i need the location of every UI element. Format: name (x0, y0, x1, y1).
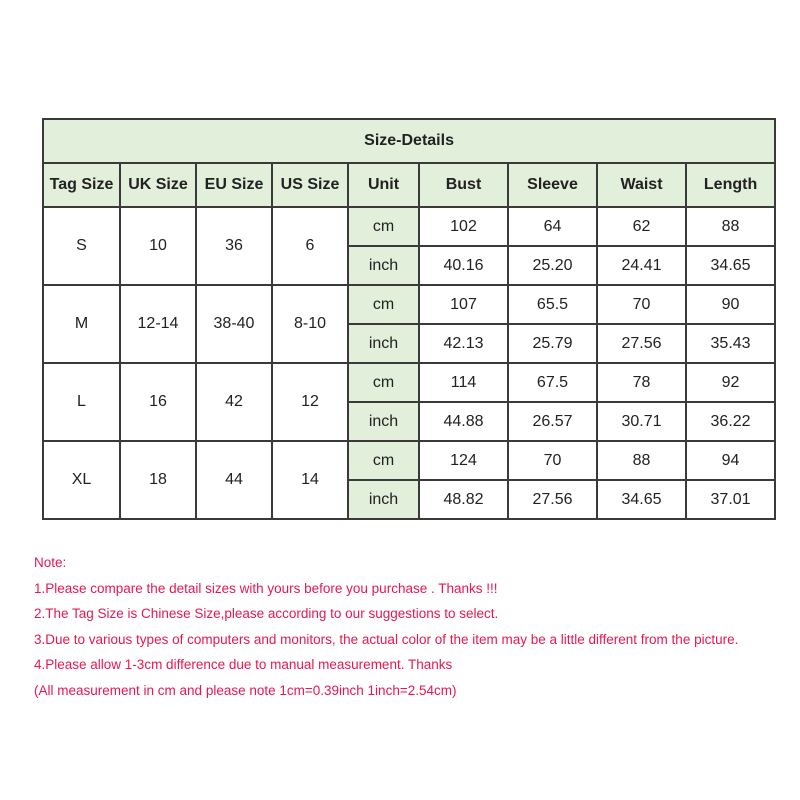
tag-size-cell: L (43, 363, 120, 441)
header-waist: Waist (597, 163, 686, 207)
uk-size-cell: 10 (120, 207, 196, 285)
note-line: 3.Due to various types of computers and monitors, the actual color of the item may be a little different from the picture. (34, 631, 739, 647)
bust-inch-cell: 40.16 (419, 246, 508, 285)
length-cm-cell: 90 (686, 285, 775, 324)
sleeve-cm-cell: 64 (508, 207, 597, 246)
header-uk-size: UK Size (120, 163, 196, 207)
sleeve-inch-cell: 26.57 (508, 402, 597, 441)
unit-inch-cell: inch (348, 402, 419, 441)
waist-cm-cell: 78 (597, 363, 686, 402)
uk-size-cell: 12-14 (120, 285, 196, 363)
unit-inch-cell: inch (348, 324, 419, 363)
table-row (43, 207, 775, 246)
us-size-cell: 6 (272, 207, 348, 285)
header-bust: Bust (419, 163, 508, 207)
header-row (43, 163, 775, 207)
bust-cm-cell: 124 (419, 441, 508, 480)
sleeve-cm-cell: 67.5 (508, 363, 597, 402)
waist-inch-cell: 27.56 (597, 324, 686, 363)
bust-inch-cell: 42.13 (419, 324, 508, 363)
sleeve-cm-cell: 65.5 (508, 285, 597, 324)
unit-cm-cell: cm (348, 441, 419, 480)
waist-cm-cell: 70 (597, 285, 686, 324)
table-row (43, 441, 775, 480)
size-details-table (42, 118, 776, 520)
table-row (43, 285, 775, 324)
header-tag-size: Tag Size (43, 163, 120, 207)
note-line: 2.The Tag Size is Chinese Size,please according to our suggestions to select. (34, 606, 499, 621)
waist-inch-cell: 24.41 (597, 246, 686, 285)
unit-inch-cell: inch (348, 480, 419, 519)
uk-size-cell: 16 (120, 363, 196, 441)
header-us-size: US Size (272, 163, 348, 207)
header-length: Length (686, 163, 775, 207)
length-inch-cell: 35.43 (686, 324, 775, 363)
header-sleeve: Sleeve (508, 163, 597, 207)
tag-size-cell: XL (43, 441, 120, 519)
bust-cm-cell: 114 (419, 363, 508, 402)
note-line: (All measurement in cm and please note 1cm=0.39inch 1inch=2.54cm) (34, 682, 457, 698)
bust-cm-cell: 102 (419, 207, 508, 246)
length-cm-cell: 92 (686, 363, 775, 402)
bust-cm-cell: 107 (419, 285, 508, 324)
waist-cm-cell: 88 (597, 441, 686, 480)
tag-size-cell: M (43, 285, 120, 363)
unit-cm-cell: cm (348, 285, 419, 324)
tag-size-cell: S (43, 207, 120, 285)
note-line: 4.Please allow 1-3cm difference due to manual measurement. Thanks (34, 657, 453, 672)
uk-size-cell: 18 (120, 441, 196, 519)
eu-size-cell: 42 (196, 363, 272, 441)
header-eu-size: EU Size (196, 163, 272, 207)
eu-size-cell: 38-40 (196, 285, 272, 363)
length-inch-cell: 37.01 (686, 480, 775, 519)
eu-size-cell: 44 (196, 441, 272, 519)
sleeve-cm-cell: 70 (508, 441, 597, 480)
length-cm-cell: 94 (686, 441, 775, 480)
unit-inch-cell: inch (348, 246, 419, 285)
header-unit: Unit (348, 163, 419, 207)
notes-section (34, 550, 800, 703)
sleeve-inch-cell: 27.56 (508, 480, 597, 519)
bust-inch-cell: 48.82 (419, 480, 508, 519)
waist-inch-cell: 30.71 (597, 402, 686, 441)
length-inch-cell: 36.22 (686, 402, 775, 441)
table-row (43, 363, 775, 402)
length-inch-cell: 34.65 (686, 246, 775, 285)
waist-inch-cell: 34.65 (597, 480, 686, 519)
note-heading: Note: (34, 555, 67, 570)
us-size-cell: 14 (272, 441, 348, 519)
table-title: Size-Details (43, 119, 775, 163)
length-cm-cell: 88 (686, 207, 775, 246)
waist-cm-cell: 62 (597, 207, 686, 246)
sleeve-inch-cell: 25.79 (508, 324, 597, 363)
unit-cm-cell: cm (348, 363, 419, 402)
unit-cm-cell: cm (348, 207, 419, 246)
eu-size-cell: 36 (196, 207, 272, 285)
us-size-cell: 8-10 (272, 285, 348, 363)
sleeve-inch-cell: 25.20 (508, 246, 597, 285)
bust-inch-cell: 44.88 (419, 402, 508, 441)
note-line: 1.Please compare the detail sizes with yours before you purchase . Thanks !!! (34, 580, 498, 596)
us-size-cell: 12 (272, 363, 348, 441)
